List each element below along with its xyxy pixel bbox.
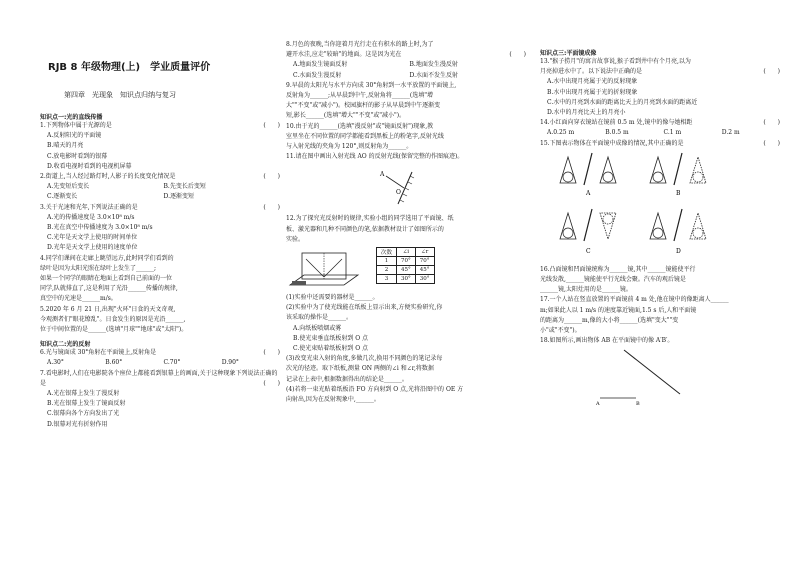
section-heading-2: 知识点二:光的反射: [40, 341, 91, 349]
experiment-apparatus-figure: [286, 247, 366, 293]
column-1: [40, 108, 280, 430]
data-table: 次数 ∠i ∠r 1 70° 70° 2 45° 45° 3 30° 30°: [376, 247, 435, 284]
column-2: [286, 40, 526, 405]
option-d-figure: [650, 209, 706, 241]
section-heading-3: 知识点三:平面镜成像: [540, 50, 597, 57]
question-12-parts: (1)实验中还需要的器材是______。 (2)实验中为了使光线能在纸板上显示出来,方便实验研究,你 该采取的操作是______。 A.向纸板喷烟或雾 B.使光束垂直纸板射到 O 点 C.使光束贴着纸板射到 O 点 (3)改变光束入射的角度,多做几次,换用不同颜色的笔记录每 次光的径迹。取下纸板,测量 ON 两侧的∠i 和∠r,将数据 记录在上表中,根据数据得出的结论是______。 (4)若将一束光贴着纸板沿 FO 方向射到 O 点,光将沿图中的 OE 方 向射出,因为在反射现象中,______。: [286, 294, 464, 404]
chapter-subtitle: 第四章 光现象 知识点归纳与复习: [64, 91, 176, 99]
label-o: O: [396, 189, 401, 197]
label-a: A: [380, 171, 385, 179]
question-3: 3.关于光速和光年,下列说法正确的是 ( ) A.光的传播速度是 3.0×10⁸ m/s B.光在真空中传播速度为 3.0×10⁸ m/s C.光年是天文学上使用的时间单位 D.光年是天文学上使用的速度单位: [40, 203, 280, 252]
object-ab-mirror-figure: [540, 346, 740, 406]
mirror-reflection-figure: [286, 162, 526, 210]
section-heading-1: 知识点一:光的直线传播: [40, 114, 103, 121]
question-8: 8.月色的夜晚,当你迎着月光行走在有积水的路上时,为了 避开水洼,应走"较暗"的地面。这是因为光在 ( ) A.地面发生镜面反射 B.地面发生漫反射 C.水面发生漫反射 D.水面不发生反射: [286, 41, 526, 79]
question-9: 9.早晨的太阳光与水平方向成 30°角射到一水平放置的平面镜上, 反射角为______;从早晨到中午,反射角将______(选填"增 大""不变"或"减小")。校园旗杆的影子从早晨到中午逐渐变 短,影长______(选填"增大""不变"或"减小")。: [286, 81, 457, 120]
option-label-d: D: [676, 247, 681, 255]
question-17: 17.一个人站在竖直放置的平面镜前 4 m 处,他在镜中的像距离人______ m;如果此人以 1 m/s 的速度靠近镜面,1.5 s 后,人和平面镜 的距离为______m,像的大小将______(选填"变大""变 小"或"不变")。: [540, 296, 729, 335]
column-3: [540, 44, 780, 410]
option-b-figure: [650, 153, 706, 185]
question-1: 1.下列物体中属于光源的是 ( ) A.反射阳光的平面镜 B.晴天的月亮 C.放电影时看到的银幕 D.收看电视时看到的电视机屏幕: [40, 122, 280, 170]
question-2: 2.街道上,当人经过路灯时,人影子的长度变化情况是 ( ) A.先变短后变长 B.先变长后变短 C.逐渐变长 D.逐渐变短: [40, 173, 280, 201]
question-13: 13."猴子捞月"的寓言故事说,猴子看到井中有个月亮,以为 月亮掉进水中了。以下说法中正确的是 ( ) A.水中出现月亮属于光的反射现象 B.水中出现月亮属于光的折射现象 C.水中的月亮到水面的距离比天上的月亮到水面的距离近 D.水中的月亮比天上的月亮小: [540, 58, 780, 117]
question-11: 11.请在图中画出入射光线 AO 的反射光线(保留完整的作图痕迹)。: [286, 153, 464, 161]
label-point-a: A: [596, 401, 600, 407]
question-16: 16.凸面镜和凹面镜统称为______镜,其中______镜能使平行 光线发散,______镜能使平行光线会聚。汽车的观后镜是 ______镜,太阳灶用的是______镜。: [540, 265, 696, 294]
question-7: 7.看电影时,人们在电影院各个座位上都能看到银幕上的画面,关于这种现象下列说法正确的是 ( ) A.光在银幕上发生了漫反射 B.光在银幕上发生了镜面反射 C.银幕向各个方向发出了光 D.银幕对光有折射作用: [40, 369, 280, 428]
option-a-figure: [560, 153, 616, 185]
paper-title: RJB 8 年级物理(上) 学业质量评价: [48, 62, 211, 73]
question-15: 15.下图表示物体在平面镜中成像的情况,其中正确的是 ( ): [540, 139, 780, 147]
question-6: 6.光与镜面成 30°角射在平面镜上,反射角是 ( ) A.30° B.60° C.70° D.90°: [40, 349, 280, 367]
question-10: 10.由于光的______(选填"漫反射"或"镜面反射")现象,教 室里坐在不同位置的同学都能看到黑板上的粉笔字,反射光线 与入射光线的夹角为 120°,则反射角为______。: [286, 122, 444, 151]
mirror-image-options-figure: [540, 149, 740, 261]
question-4: 4.同学们课间在走廊上眺望远方,此时同学们看到的 绿叶是因为太阳光照在绿叶上发生了______; 如果一个同学的眼睛在地面上看到自己前面的一位 同学,队就排直了,这是利用了光沿______传播的规律, 真空中的光速是______m/s。: [40, 254, 178, 303]
question-12: 12.为了探究光反射时的规律,实验小组的同学选用了平面镜、纸 板、激光器和几种不同颜色的笔,依据教材设计了如图所示的 实验。: [286, 215, 454, 243]
question-18: 18.如图所示,画出物体 AB 在平面镜中的像 A′B′。: [540, 337, 674, 345]
option-label-b: B: [676, 189, 681, 197]
option-label-a: A: [586, 189, 591, 197]
question-5: 5.2020 年 6 月 21 日,出现"火环"日食的天文奇观, 今观测者们"眼花缭乱"。日食发生的原因是光沿______, 位于中间位置的是______(选填"月球""地球"或"太阳")。: [40, 305, 188, 334]
label-point-b: B: [636, 401, 640, 407]
question-14: 14.小红面向穿衣镜站在镜前 0.5 m 处,镜中的像与她相距 ( ) A.0.25 m B.0.5 m C.1 m D.2 m: [540, 119, 780, 137]
option-c-figure: [560, 209, 616, 241]
option-label-c: C: [586, 247, 591, 255]
